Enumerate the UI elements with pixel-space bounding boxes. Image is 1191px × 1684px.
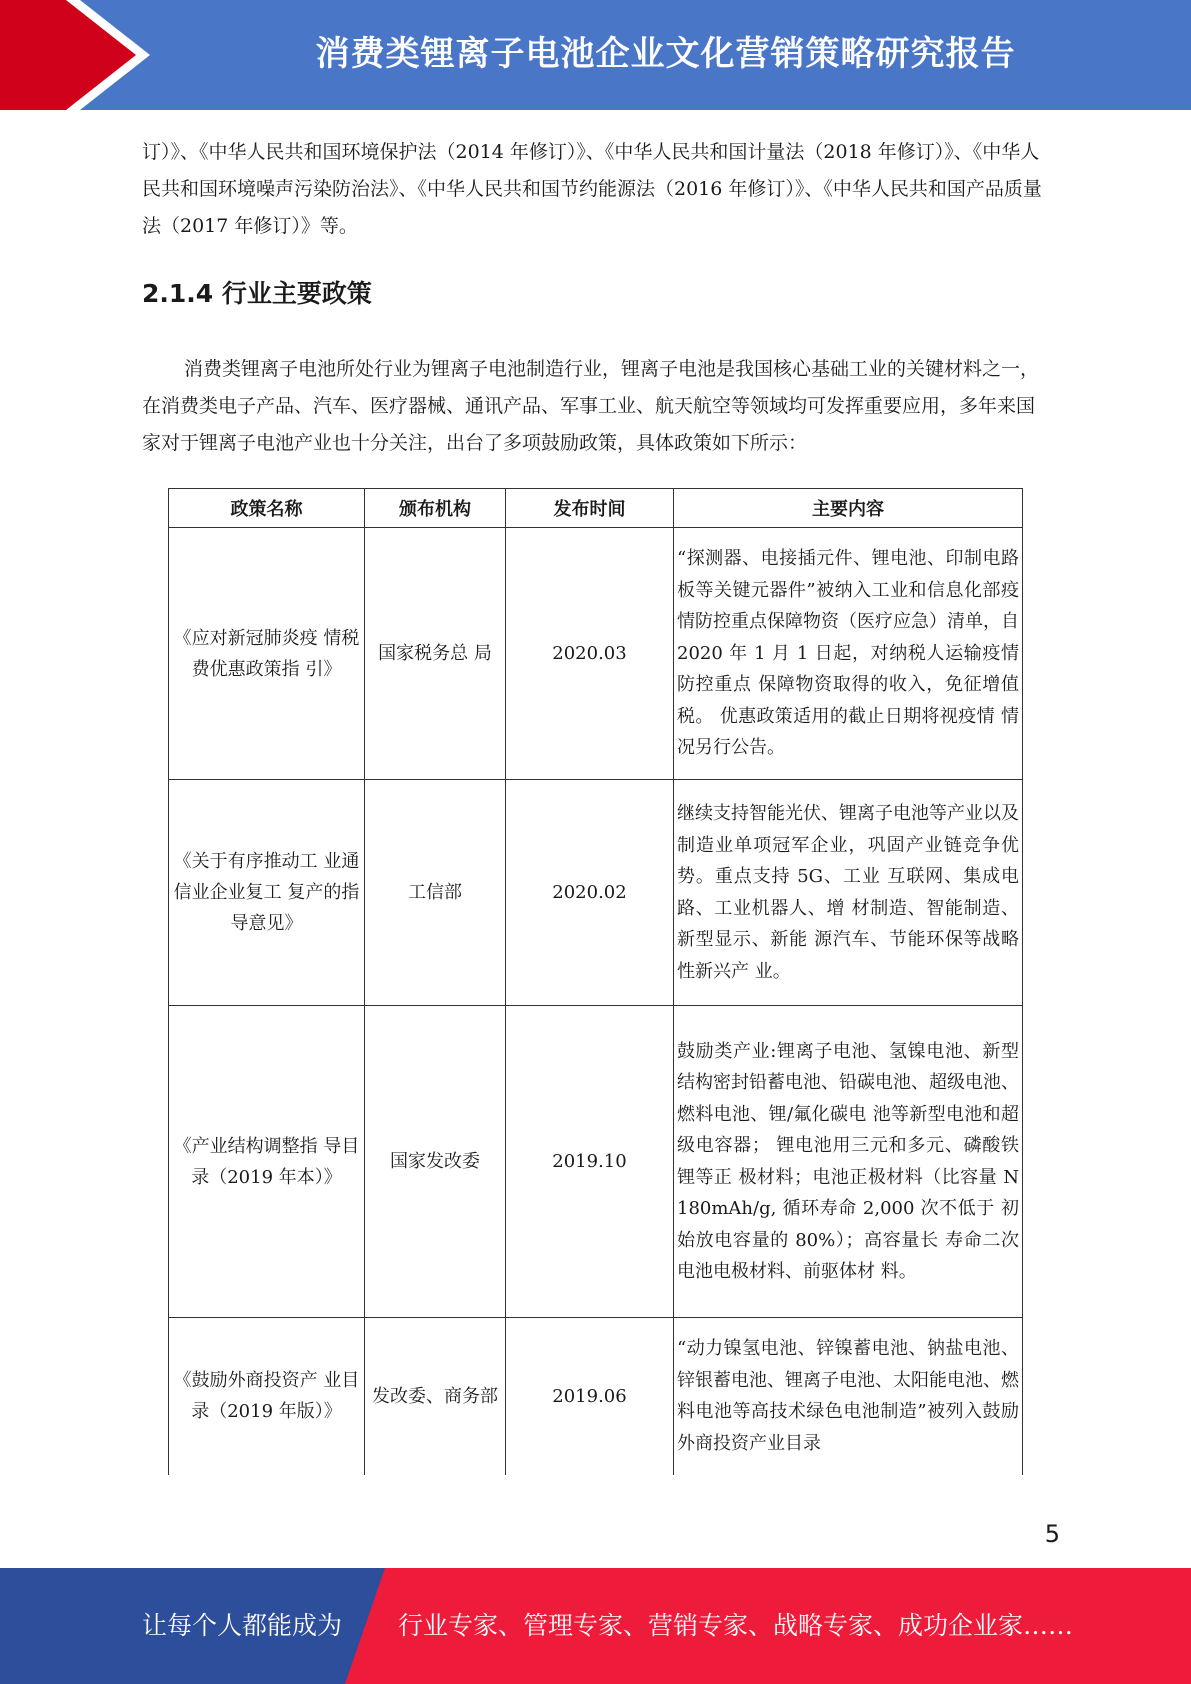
table-row — [169, 1006, 1023, 1318]
policy-agency: 国家发改委 — [365, 1006, 506, 1318]
policy-agency: 国家税务总 局 — [365, 528, 506, 780]
report-title: 消费类锂离子电池企业文化营销策略研究报告 — [315, 34, 1016, 74]
policy-content: “探测器、电接插元件、锂电池、印制电路板等关键元器件”被纳入工业和信息化部疫情防控重点保障物资（医疗应急）清单，自 2020 年 1 月 1 日起，对纳税人运输疫情防控重点 保障物资取得的收入，免征增值税。 优惠政策适用的截止日期将视疫情 情况另行公告。 — [674, 528, 1023, 780]
policy-agency: 工信部 — [365, 780, 506, 1006]
intro-paragraph: 订）》、《中华人民共和国环境保护法（2014 年修订）》、《中华人民共和国计量法（2018 年修订）》、《中华人民共和国环境噪声污染防治法》、《中华人民共和国节约能源法（2016 年修订）》、《中华人民共和国产品质量法（2017 年修订）》等。 — [142, 141, 1042, 237]
policy-date: 2020.03 — [506, 528, 674, 780]
policy-name: 《产业结构调整指 导目录（2019 年本）》 — [169, 1006, 365, 1318]
policy-agency: 发改委、商务部 — [365, 1318, 506, 1475]
policy-content: “动力镍氢电池、锌镍蓄电池、钠盐电池、锌银蓄电池、锂离子电池、太阳能电池、燃料电池等高技术绿色电池制造”被列入鼓励外商投资产业目录 — [674, 1318, 1023, 1475]
page-number: 5 — [1044, 1520, 1060, 1548]
page-footer — [0, 1568, 1191, 1684]
header-content: 主要内容 — [674, 489, 1023, 528]
policy-table — [168, 488, 1023, 1475]
policy-name: 《应对新冠肺炎疫 情税费优惠政策指 引》 — [169, 528, 365, 780]
policy-content: 继续支持智能光伏、锂离子电池等产业以及制造业单项冠军企业，巩固产业链竞争优势。重点支持 5G、工业 互联网、集成电路、工业机器人、增 材制造、智能制造、新型显示、新能 源汽车、节能环保等战略性新兴产 业。 — [674, 780, 1023, 1006]
footer-slogan-left: 让每个人都能成为 — [142, 1611, 343, 1640]
policy-date: 2019.10 — [506, 1006, 674, 1318]
header-policy-name: 政策名称 — [169, 489, 365, 528]
page-header — [0, 0, 1191, 110]
header-agency: 颁布机构 — [365, 489, 506, 528]
table-header-row — [169, 489, 1023, 528]
footer-slogan-right: 行业专家、管理专家、营销专家、战略专家、成功企业家…… — [398, 1611, 1074, 1640]
section-heading: 2.1.4 行业主要政策 — [142, 279, 372, 308]
header-date: 发布时间 — [506, 489, 674, 528]
policy-name: 《关于有序推动工 业通信业企业复工 复产的指导意见》 — [169, 780, 365, 1006]
table-row — [169, 780, 1023, 1006]
policy-content: 鼓励类产业:锂离子电池、氢镍电池、新型结构密封铅蓄电池、铅碳电池、超级电池、燃料电池、锂/氟化碳电 池等新型电池和超级电容器； 锂电池用三元和多元、磷酸铁锂等正 极材料；电池正极材料（比容量 N 180mAh/g, 循环寿命 2,000 次不低于 初始放电容量的 80%）；高容量长 寿命二次电池电极材料、前驱体材 料。 — [674, 1006, 1023, 1318]
policy-name: 《鼓励外商投资产 业目录（2019 年版）》 — [169, 1318, 365, 1475]
policy-date: 2019.06 — [506, 1318, 674, 1475]
policy-date: 2020.02 — [506, 780, 674, 1006]
table-row — [169, 1318, 1023, 1475]
body-paragraph: 消费类锂离子电池所处行业为锂离子电池制造行业，锂离子电池是我国核心基础工业的关键材料之一，在消费类电子产品、汽车、医疗器械、通讯产品、军事工业、航天航空等领域均可发挥重要应用，多年来国家对于锂离子电池产业也十分关注，出台了多项鼓励政策，具体政策如下所示： — [142, 358, 1040, 454]
table-row — [169, 528, 1023, 780]
